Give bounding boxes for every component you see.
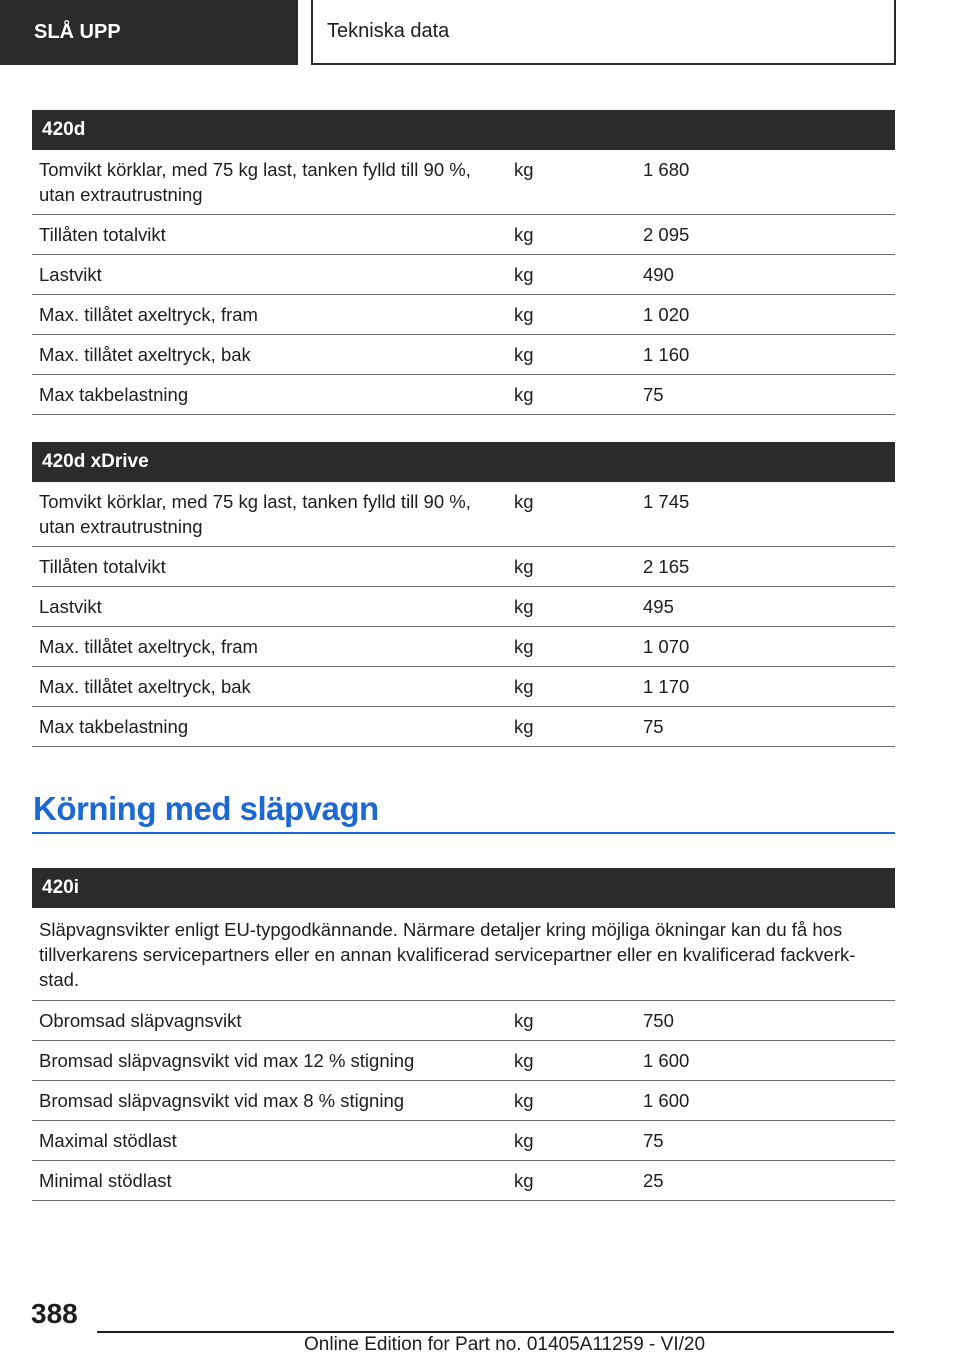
row-label: Bromsad släpvagnsvikt vid max 12 % stigning xyxy=(39,1050,415,1071)
row-value: 1 020 xyxy=(643,304,690,325)
row-label: Lastvikt xyxy=(39,264,102,285)
row-unit: kg xyxy=(514,304,534,325)
row-value: 75 xyxy=(643,1130,664,1151)
row-value: 75 xyxy=(643,384,664,405)
row-value: 490 xyxy=(643,264,674,285)
page-number: 388 xyxy=(31,1298,78,1329)
row-label: Max. tillåtet axeltryck, fram xyxy=(39,636,258,657)
row-label: Tillåten totalvikt xyxy=(39,556,166,577)
row-unit: kg xyxy=(514,224,534,245)
row-value: 1 070 xyxy=(643,636,690,657)
table-row xyxy=(32,482,895,547)
row-unit: kg xyxy=(514,676,534,697)
row-label: Max. tillåtet axeltryck, bak xyxy=(39,676,251,697)
row-unit: kg xyxy=(514,384,534,405)
row-label: Maximal stödlast xyxy=(39,1130,177,1151)
slaa-upp-link[interactable]: SLÅ UPP xyxy=(0,0,298,65)
table-row xyxy=(32,215,895,255)
row-label: Max takbelastning xyxy=(39,716,189,737)
row-label: Tomvikt körklar, med 75 kg last, tanken fylld till 90 %, utan extrautrustning xyxy=(39,159,471,205)
table-row xyxy=(32,587,895,627)
table-row xyxy=(32,1041,895,1081)
row-value: 1 745 xyxy=(643,491,690,512)
row-unit: kg xyxy=(514,636,534,657)
row-value: 25 xyxy=(643,1170,664,1191)
row-label: Bromsad släpvagnsvikt vid max 8 % stigning xyxy=(39,1090,405,1111)
row-value: 1 600 xyxy=(643,1050,690,1071)
table-heading: 420d xyxy=(32,110,895,150)
row-value: 1 170 xyxy=(643,676,690,697)
row-unit: kg xyxy=(514,556,534,577)
table-row xyxy=(32,150,895,215)
row-value: 1 160 xyxy=(643,344,690,365)
table-row xyxy=(32,707,895,747)
table-row xyxy=(32,1081,895,1121)
spec-table-420d xyxy=(32,110,895,415)
row-label: Minimal stödlast xyxy=(39,1170,172,1191)
row-unit: kg xyxy=(514,596,534,617)
row-value: 750 xyxy=(643,1010,674,1031)
table-heading: 420d xDrive xyxy=(32,442,895,482)
row-unit: kg xyxy=(514,716,534,737)
table-note: Släpvagnsvikter enligt EU-typgodkännande. Närmare detaljer kring möjliga ökningar kan du få hos tillverkarens servicepartners eller en annan kvalificerad servicepartner eller en kvalificerad fackverk-stad. xyxy=(32,908,895,1001)
table-row xyxy=(32,255,895,295)
row-label: Max. tillåtet axeltryck, fram xyxy=(39,304,258,325)
row-label: Lastvikt xyxy=(39,596,102,617)
table-row xyxy=(32,1001,895,1041)
table-row xyxy=(32,1121,895,1161)
row-unit: kg xyxy=(514,344,534,365)
footer-divider xyxy=(97,1331,894,1333)
table-row xyxy=(32,627,895,667)
table-heading: 420i xyxy=(32,868,895,908)
table-row xyxy=(32,547,895,587)
row-unit: kg xyxy=(514,1090,534,1111)
row-value: 2 095 xyxy=(643,224,690,245)
table-row xyxy=(32,295,895,335)
row-unit: kg xyxy=(514,159,534,180)
table-row xyxy=(32,335,895,375)
row-value: 2 165 xyxy=(643,556,690,577)
row-label: Max. tillåtet axeltryck, bak xyxy=(39,344,251,365)
spec-table-420d-xdrive xyxy=(32,442,895,747)
row-label: Max takbelastning xyxy=(39,384,189,405)
towing-table-420i xyxy=(32,868,895,1201)
row-value: 495 xyxy=(643,596,674,617)
row-unit: kg xyxy=(514,1010,534,1031)
section-heading: Körning med släpvagn xyxy=(32,786,895,834)
row-unit: kg xyxy=(514,1050,534,1071)
table-row xyxy=(32,667,895,707)
row-unit: kg xyxy=(514,491,534,512)
row-unit: kg xyxy=(514,264,534,285)
chapter-title: Tekniska data xyxy=(311,0,896,65)
table-row xyxy=(32,1161,895,1201)
row-label: Obromsad släpvagnsvikt xyxy=(39,1010,242,1031)
row-value: 1 600 xyxy=(643,1090,690,1111)
row-unit: kg xyxy=(514,1170,534,1191)
row-value: 75 xyxy=(643,716,664,737)
row-label: Tomvikt körklar, med 75 kg last, tanken fylld till 90 %, utan extrautrustning xyxy=(39,491,471,537)
row-unit: kg xyxy=(514,1130,534,1151)
table-row xyxy=(32,375,895,415)
row-value: 1 680 xyxy=(643,159,690,180)
edition-note: Online Edition for Part no. 01405A11259 - VI/20 xyxy=(304,1334,706,1355)
row-label: Tillåten totalvikt xyxy=(39,224,166,245)
